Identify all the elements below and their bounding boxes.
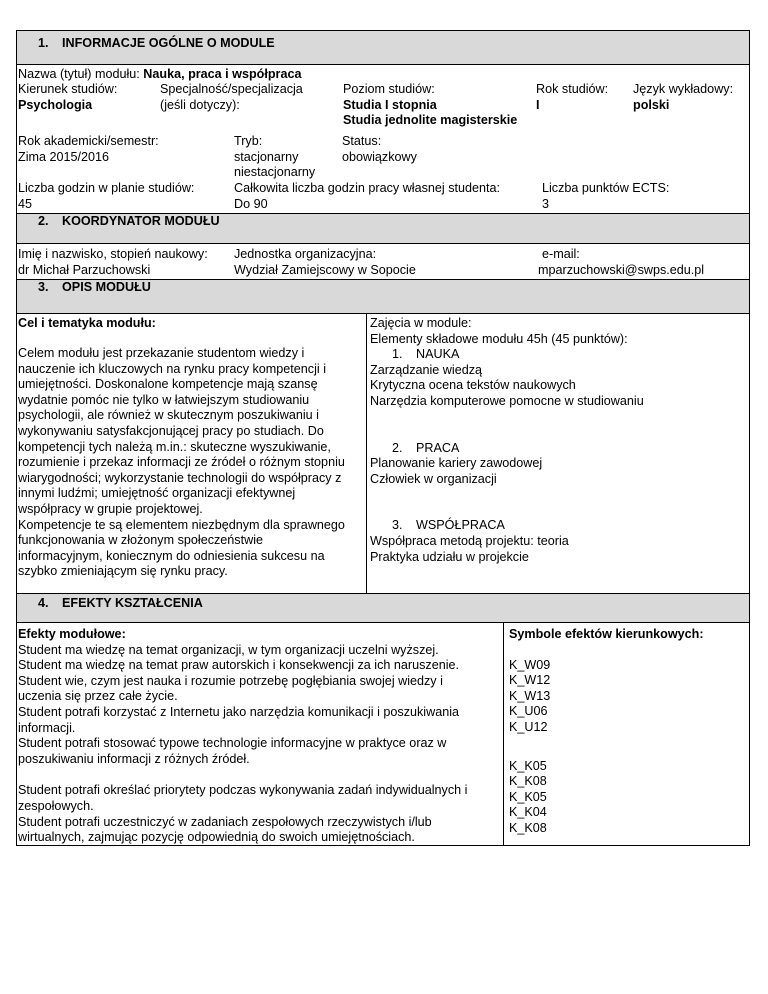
symbol-code: K_U12	[509, 719, 548, 734]
section-2-title: 2. KOORDYNATOR MODUŁU	[38, 214, 220, 228]
goal-text-line: innymi ludźmi; umiejętność organizacji efektywnej	[18, 486, 296, 501]
symbol-code: K_K04	[509, 805, 547, 820]
goal-text-line: wydatnie pomóc nie tylko w łatwiejszym studiowaniu	[18, 392, 310, 407]
symbol-code: K_K08	[509, 820, 547, 835]
goal-text-line: informacyjnym, koniecznym do odniesienia sukcesu na	[18, 548, 325, 563]
goal-heading: Cel i tematyka modułu:	[18, 316, 156, 330]
class-block-title: 1. NAUKA	[392, 347, 460, 362]
self-study-hours: Całkowita liczba godzin pracy własnej studenta: Do 90	[234, 181, 501, 211]
symbols-heading: Symbole efektów kierunkowych:	[509, 627, 704, 641]
class-topic: Praktyka udziału w projekcie	[370, 549, 529, 564]
goal-text-line: rozumienie i przekaz informacji ze źródeł o różnym stopniu	[18, 455, 345, 470]
lecture-language: Język wykładowy: polski	[633, 82, 734, 112]
outcome-line: Student potrafi uczestniczyć w zadaniach zespołowych rzeczywistych i/lub	[18, 814, 432, 829]
goal-text-line: wiarygodności; wykorzystanie technologii do współpracy z	[18, 470, 342, 485]
organizational-unit: Jednostka organizacyjna: Wydział Zamiejscowy w Sopocie	[234, 247, 416, 277]
coordinator-email[interactable]: e-mail: mparzuchowski@swps.edu.pl	[538, 247, 705, 277]
outcome-line: Student ma wiedzę na temat organizacji, w tym organizacji uczelni wyższej.	[18, 642, 439, 657]
symbol-code: K_W09	[509, 657, 551, 672]
outcome-line: poszukiwaniu informacji z różnych źródeł.	[18, 751, 250, 766]
outcome-line: Student wie, czym jest nauka i rozumie potrzebę pogłębiania swojej wiedzy i	[18, 673, 443, 688]
academic-year: Rok akademicki/semestr: Zima 2015/2016	[18, 134, 159, 164]
goal-text-line: funkcjonowania w złożonym społeczeństwie	[18, 533, 264, 548]
class-topic: Krytyczna ocena tekstów naukowych	[370, 378, 576, 393]
section-3-title: 3. OPIS MODUŁU	[38, 280, 151, 294]
outcomes-column	[18, 627, 467, 846]
classes-heading: Zajęcia w module:	[370, 316, 472, 330]
outcome-line: informacji.	[18, 720, 76, 735]
study-year: Rok studiów: I	[536, 82, 609, 112]
goal-text-line: szybko zmieniającym się rynku pracy.	[18, 564, 228, 579]
outcomes-heading: Efekty modułowe:	[18, 627, 126, 641]
module-status: Status: obowiązkowy	[342, 134, 417, 164]
symbol-code: K_K05	[509, 758, 547, 773]
section-1-title: 1. INFORMACJE OGÓLNE O MODULE	[38, 36, 275, 50]
study-mode: Tryb: stacjonarny niestacjonarny	[234, 134, 316, 180]
goal-text-line: psychologii, ale również w skutecznym poszukiwaniu i	[18, 408, 319, 423]
class-topic: Planowanie kariery zawodowej	[370, 456, 543, 471]
symbols-column	[509, 627, 704, 837]
goal-description	[18, 346, 345, 580]
symbol-code: K_W12	[509, 673, 551, 688]
field-of-study: Kierunek studiów: Psychologia	[18, 82, 118, 112]
symbol-code: K_K08	[509, 774, 547, 789]
class-block-title: 3. WSPÓŁPRACA	[392, 518, 505, 533]
goal-text-line: nauczenie ich kluczowych na rynku pracy kompetencji i	[18, 361, 326, 376]
classes-column	[370, 316, 644, 565]
symbol-code: K_U06	[509, 704, 548, 719]
study-level: Poziom studiów: Studia I stopnia Studia jednolite magisterskie	[343, 82, 518, 128]
symbol-code: K_K05	[509, 789, 547, 804]
module-name: Nazwa (tytuł) modułu: Nauka, praca i współpraca	[18, 67, 302, 81]
symbol-code: K_W13	[509, 688, 551, 703]
goal-text-line: Celem modułu jest przekazanie studentom wiedzy i	[18, 346, 305, 360]
goal-text-line: kompetencji tych należą m.in.: skuteczne wyszukiwanie,	[18, 439, 331, 454]
outcome-line: uczenia się przez całe życie.	[18, 689, 178, 704]
outcome-line: zespołowych.	[18, 798, 94, 813]
classes-elements: Elementy składowe modułu 45h (45 punktów):	[370, 331, 628, 346]
outcome-line: Student ma wiedzę na temat praw autorskich i konsekwencji za ich naruszenie.	[18, 658, 460, 673]
goal-text-line: wykonywaniu satysfakcjonującej pracy po studiach. Do	[18, 423, 324, 438]
class-topic: Zarządzanie wiedzą	[370, 362, 483, 377]
class-block-title: 2. PRACA	[392, 440, 460, 455]
hours-in-plan: Liczba godzin w planie studiów: 45	[18, 181, 195, 211]
goal-text-line: Kompetencje te są elementem niezbędnym dla sprawnego	[18, 517, 345, 532]
outcome-line: Student potrafi stosować typowe technologie informacyjne w praktyce oraz w	[18, 736, 447, 751]
specialization: Specjalność/specjalizacja (jeśli dotyczy):	[160, 82, 303, 112]
section-3-divider	[366, 314, 367, 593]
section-4-title: 4. EFEKTY KSZTAŁCENIA	[38, 596, 203, 610]
coordinator: Imię i nazwisko, stopień naukowy: dr Michał Parzuchowski	[18, 247, 208, 277]
class-topic: Współpraca metodą projektu: teoria	[370, 533, 569, 548]
outcome-line: Student potrafi określać priorytety podczas wykonywania zadań indywidualnych i	[18, 783, 468, 798]
class-topic: Człowiek w organizacji	[370, 471, 497, 486]
goal-text-line: współpracy w grupie projektowej.	[18, 501, 203, 516]
class-topic: Narzędzia komputerowe pomocne w studiowaniu	[370, 393, 644, 408]
outcome-line: wirtualnych, zajmując pozycję odpowiednią do swoich umiejętnościach.	[18, 830, 415, 845]
ects-points: Liczba punktów ECTS: 3	[542, 181, 670, 211]
goal-text-line: umiejętności. Doskonalone kompetencje mają szansę	[18, 377, 318, 392]
section-4-divider	[503, 623, 504, 846]
outcome-line: Student potrafi korzystać z Internetu jako narzędzia komunikacji i poszukiwania	[18, 704, 460, 719]
